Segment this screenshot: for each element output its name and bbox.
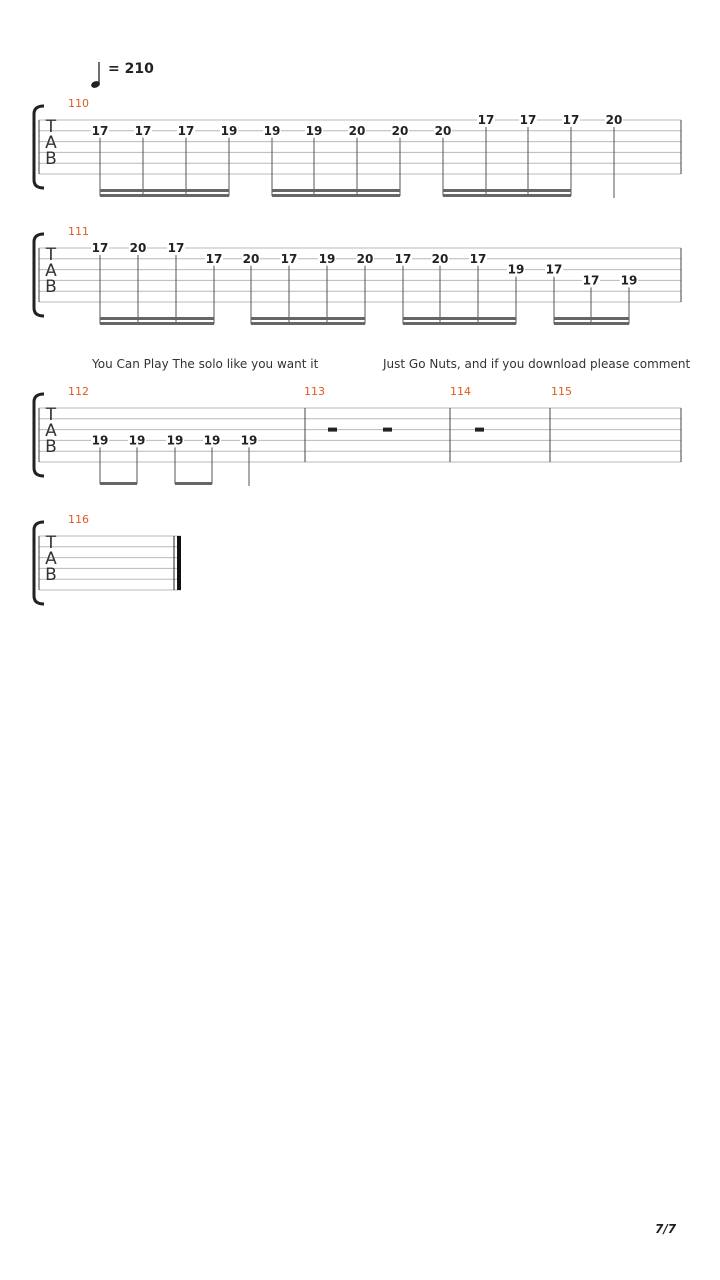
fret-number: 20 [356,251,374,266]
note-beam [251,317,365,320]
fret-number: 17 [205,251,223,266]
fret-number: 19 [507,262,525,277]
note-beam [403,317,516,320]
fret-number: 17 [177,123,195,138]
fret-number: 19 [318,251,336,266]
half-rest-icon [475,428,484,432]
note-beam [554,322,629,325]
note-beam [100,189,229,192]
final-barline-thick [177,536,181,590]
note-beam [100,317,214,320]
half-rest-icon [383,428,392,432]
measure-number-113: 113 [304,385,325,398]
measure-number-112: 112 [68,385,89,398]
note-beam [554,317,629,320]
fret-number: 17 [394,251,412,266]
tempo-label: = 210 [108,61,154,77]
tab-clef-letter: B [45,277,57,297]
fret-number: 17 [167,241,185,255]
tab-clef-letter: T [45,533,57,553]
fret-number: 19 [166,433,184,448]
note-beam [443,189,571,192]
fret-number: 19 [220,123,238,138]
fret-number: 19 [203,433,221,448]
fret-number: 20 [242,251,260,266]
measure-number-115: 115 [551,385,572,398]
tab-clef-letter: A [45,421,57,441]
note-beam [272,194,400,197]
tab-clef-letter: B [45,437,57,457]
note-beam [100,322,214,325]
half-rest-icon [328,428,337,432]
measure-number-110: 110 [68,97,89,110]
tab-clef-letter: A [45,133,57,153]
fret-number: 19 [305,123,323,138]
fret-number: 19 [240,433,258,448]
fret-number: 20 [434,123,452,138]
fret-number: 20 [348,123,366,138]
fret-number: 17 [545,262,563,277]
tab-clef-letter: A [45,549,57,569]
note-beam [251,322,365,325]
fret-number: 19 [128,433,146,448]
tab-clef-letter: A [45,261,57,281]
fret-number: 20 [129,241,147,255]
fret-number: 20 [431,251,449,266]
fret-number: 20 [605,113,623,127]
fret-number: 17 [469,251,487,266]
fret-number: 17 [91,241,109,255]
fret-number: 17 [91,123,109,138]
fret-number: 20 [391,123,409,138]
fret-number: 19 [620,273,638,288]
fret-number: 17 [280,251,298,266]
note-beam [403,322,516,325]
tab-clef-letter: T [45,405,57,425]
tab-clef-letter: T [45,245,57,265]
note-beam [100,194,229,197]
annotation-play-solo: You Can Play The solo like you want it [92,357,319,371]
note-beam [175,482,212,485]
measure-number-111: 111 [68,225,89,238]
tab-system-4 [34,522,181,604]
measure-number-116: 116 [68,513,89,526]
note-beam [443,194,571,197]
fret-number: 19 [263,123,281,138]
tab-clef-letter: B [45,565,57,585]
note-beam [100,482,137,485]
tab-clef-letter: T [45,117,57,137]
tab-clef-letter: B [45,149,57,169]
fret-number: 19 [91,433,109,448]
fret-number: 17 [519,113,537,127]
page-number: 7/7 [655,1222,677,1236]
fret-number: 17 [134,123,152,138]
fret-number: 17 [562,113,580,127]
fret-number: 17 [477,113,495,127]
note-beam [272,189,400,192]
fret-number: 17 [582,273,600,288]
measure-number-114: 114 [450,385,471,398]
annotation-go-nuts: Just Go Nuts, and if you download please comment [383,357,691,371]
